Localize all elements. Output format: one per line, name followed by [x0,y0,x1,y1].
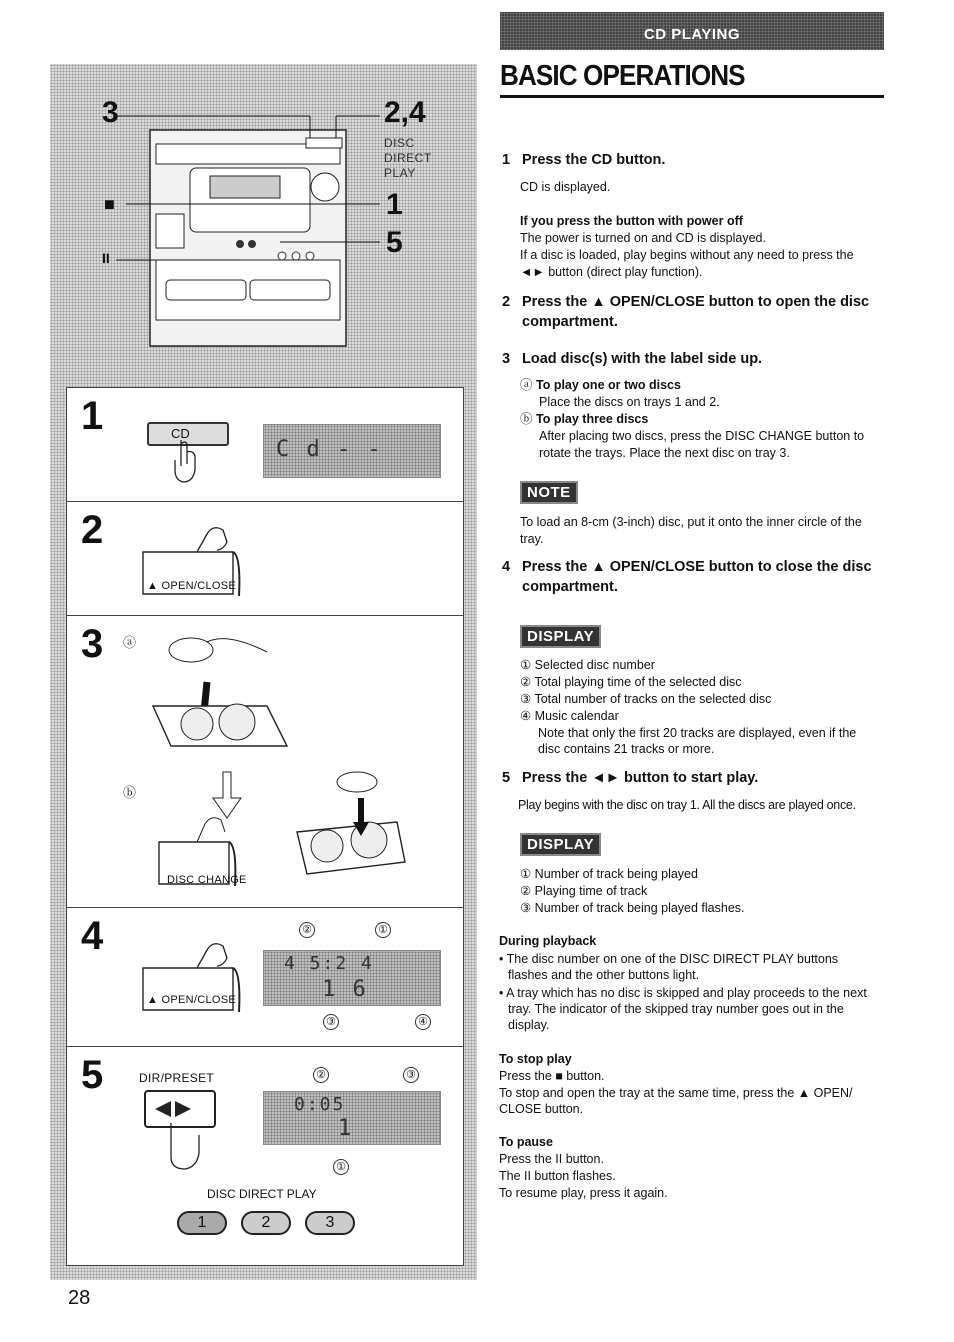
display-1-item-2: ② Total playing time of the selected disc [520,675,742,689]
disc-direct-button-3[interactable]: 3 [305,1211,355,1235]
step-3-heading: 3 Load disc(s) with the label side up. [502,351,763,367]
during-bullet-2-line-1: • A tray which has no disc is skipped and play proceeds to the next [499,986,867,1000]
panel-5-lcd-bottom: 1 [338,1116,354,1141]
panel-5-disc-direct-play-label: DISC DIRECT PLAY [207,1187,317,1201]
step-2-heading: 2 Press the ▲ OPEN/CLOSE button to open the disc compartment. [502,294,870,330]
pause-heading: To pause [499,1135,553,1149]
step-5-heading: 5 Press the ◄► button to start play. [502,770,759,786]
panel-1-lcd-text: C d - - [276,437,383,462]
during-bullet-2-line-3: display. [508,1018,550,1032]
step-3-a-title: ⓐ To play one or two discs [520,378,681,392]
stop-line-2: To stop and open the tray at the same time, press the ▲ OPEN/ [499,1086,853,1100]
title-rule [500,95,884,98]
step-1-subheading: If you press the button with power off [520,214,743,228]
pause-symbol: II [102,250,110,266]
panel-4-number: 4 [81,914,104,958]
step-4-heading: 4 Press the ▲ OPEN/CLOSE button to close the disc compartment. [502,559,872,595]
panel-step-3 [66,615,464,907]
panel-step-1 [66,387,464,501]
panel-4-lcd-top: 4 5:2 4 [284,953,374,974]
during-bullet-1-line-2: flashes and the other buttons light. [508,968,700,982]
stop-line-3: CLOSE button. [499,1102,584,1116]
during-bullet-2-line-2: tray. The indicator of the skipped tray number goes out in the [508,1002,844,1016]
section-header-bar: CD PLAYING [500,12,884,50]
pointing-hand-icon [171,438,207,484]
step-1-body: CD is displayed. [520,180,611,194]
note-line-1: To load an 8-cm (3-inch) disc, put it onto the inner circle of the [520,515,862,529]
page-number: 28 [68,1287,91,1309]
step-1-heading: 1 Press the CD button. [502,152,666,168]
panel-3-number: 3 [81,622,104,666]
panel-5-dir-preset-label: DIR/PRESET [139,1071,215,1085]
pause-line-2: The II button flashes. [499,1169,616,1183]
panel-4-lcd [263,950,441,1006]
display-1-note-1: Note that only the first 20 tracks are displayed, even if the [538,726,857,740]
note-badge: NOTE [520,481,578,504]
disc-direct-play-label: DISC DIRECT PLAY [384,136,432,180]
panel-step-2 [66,501,464,615]
display-1-item-4: ④ Music calendar [520,709,619,723]
step-3-a-body: Place the discs on trays 1 and 2. [539,395,720,409]
panel-5-lcd-top: 0:05 [294,1094,346,1115]
panel-step-5 [66,1046,464,1266]
step-1-sub-line-3: ◄► button (direct play function). [520,265,703,279]
step-5-body: Play begins with the disc on tray 1. All the discs are played once. [518,798,856,812]
display-2-item-3: ③ Number of track being played flashes. [520,901,745,915]
during-bullet-1-line-1: • The disc number on one of the DISC DIRECT PLAY buttons [499,952,839,966]
step-3-b-line-2: rotate the trays. Place the next disc on tray 3. [539,446,790,460]
panel-5-number: 5 [81,1053,104,1097]
display-1-note-2: disc contains 21 tracks or more. [538,742,715,756]
cd-button[interactable]: CD [147,422,229,446]
panel-4-marker-3: ③ [323,1014,339,1030]
callout-1: 1 [386,188,403,221]
pause-line-1: Press the II button. [499,1152,604,1166]
panel-4-marker-2: ② [299,922,315,938]
callout-5: 5 [386,226,403,259]
display-badge-1: DISPLAY [520,625,601,648]
panel-1-lcd [263,424,441,478]
stereo-unit-illustration [50,64,477,384]
panel-5-marker-2: ② [313,1067,329,1083]
sub-a-marker: ⓐ [520,378,533,392]
panel-4-lcd-bottom: 1 6 [322,977,368,1002]
panel-step-4 [66,907,464,1046]
display-1-item-3: ③ Total number of tracks on the selected disc [520,692,772,706]
step-3-b-title: ⓑ To play three discs [520,412,649,426]
display-1-item-1: ① Selected disc number [520,658,655,672]
panel-3-sub-a: ⓐ [123,635,137,650]
note-line-2: tray. [520,532,544,546]
open-close-button-drawing-2 [141,938,251,1018]
illustration-panel [50,64,477,1280]
panel-5-marker-3: ③ [403,1067,419,1083]
display-badge-2: DISPLAY [520,833,601,856]
sub-b-marker: ⓑ [520,412,533,426]
disc-direct-button-2[interactable]: 2 [241,1211,291,1235]
pause-line-3: To resume play, press it again. [499,1186,668,1200]
panel-1-number: 1 [81,394,104,438]
stop-heading: To stop play [499,1052,572,1066]
callout-2-4: 2,4 [384,96,426,129]
stop-symbol: ■ [104,194,115,214]
step-1-sub-line-1: The power is turned on and CD is displayed. [520,231,766,245]
step-3-b-line-1: After placing two discs, press the DISC CHANGE button to [539,429,865,443]
panel-4-marker-4: ④ [415,1014,431,1030]
panel-3-disc-change-label: DISC CHANGE [167,874,247,886]
play-button-drawing [141,1087,231,1177]
disc-loading-drawing [147,622,447,902]
callout-3: 3 [102,96,119,129]
panel-3-sub-b: ⓑ [123,785,137,800]
display-2-item-1: ① Number of track being played [520,867,698,881]
panel-4-open-close-label: ▲ OPEN/CLOSE [147,994,237,1006]
panel-2-open-close-label: ▲ OPEN/CLOSE [147,580,237,592]
panel-2-number: 2 [81,508,104,552]
panel-4-marker-1: ① [375,922,391,938]
disc-direct-button-1[interactable]: 1 [177,1211,227,1235]
display-2-item-2: ② Playing time of track [520,884,648,898]
page-title: BASIC OPERATIONS [500,60,745,92]
panel-5-marker-1: ① [333,1159,349,1175]
stop-line-1: Press the ■ button. [499,1069,605,1083]
step-1-sub-line-2: If a disc is loaded, play begins without any need to press the [520,248,854,262]
during-heading: During playback [499,934,597,948]
panel-5-lcd [263,1091,441,1145]
